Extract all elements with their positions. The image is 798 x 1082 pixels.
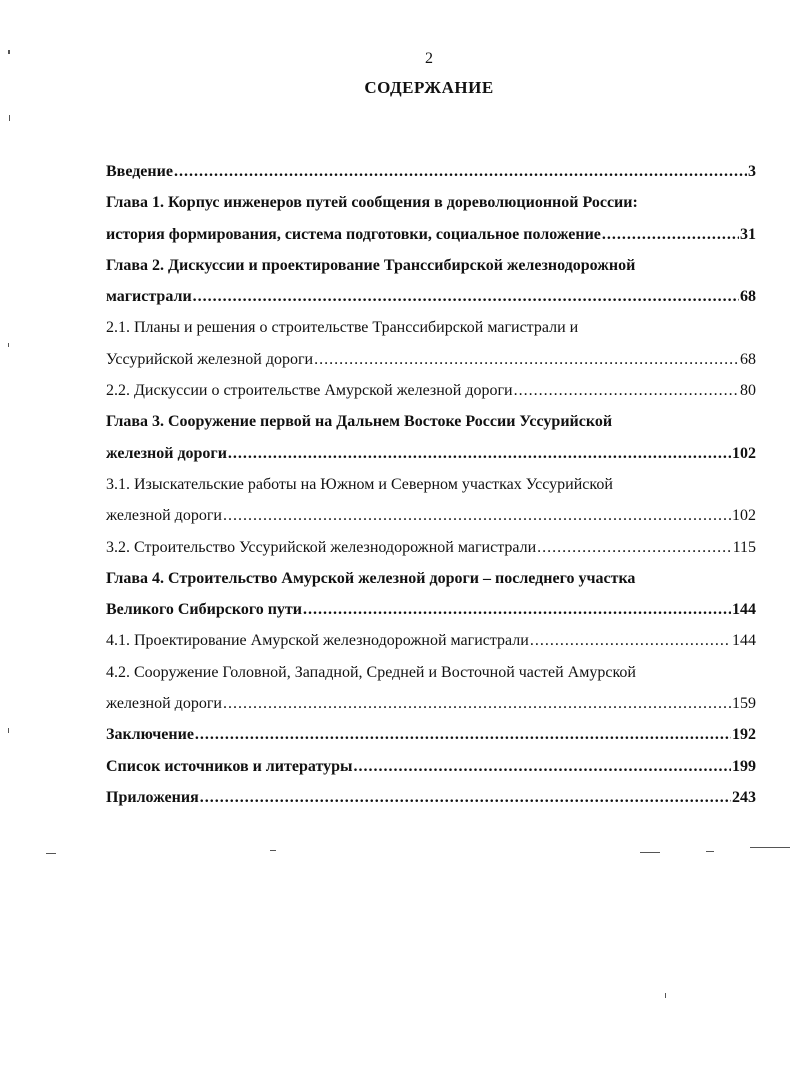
toc-entry: [106, 782, 756, 813]
toc-entry: [106, 563, 756, 594]
toc-entry: [106, 250, 756, 281]
scan-speck: [750, 847, 790, 848]
toc-leader-dots: [193, 281, 739, 312]
scan-speck: [270, 850, 276, 851]
toc-entry-text: железной дороги: [106, 695, 222, 713]
toc-entry-page: 31: [740, 225, 756, 243]
toc-entry: [106, 688, 756, 719]
toc-entry-page: 243: [732, 788, 756, 806]
toc-entry: [106, 500, 756, 531]
scan-speck: [8, 50, 10, 54]
toc-entry-text: Уссурийской железной дороги: [106, 350, 314, 368]
toc-entry: [106, 281, 756, 312]
toc-entry-text: Приложения: [106, 788, 199, 806]
toc-entry-page: 80: [740, 382, 756, 400]
toc-leader-dots: [223, 688, 731, 719]
scan-speck: [8, 728, 9, 733]
scan-speck: [8, 343, 9, 347]
toc-entry-page: 192: [732, 726, 756, 744]
toc-leader-dots: [530, 625, 731, 656]
toc-entry-text: железной дороги: [106, 507, 222, 525]
toc-entry-page: 199: [732, 757, 756, 775]
toc-entry-text: 4.1. Проектирование Амурской железнодорожной магистрали: [106, 632, 529, 650]
toc-entry-page: 115: [732, 538, 756, 556]
scan-speck: [640, 852, 660, 853]
toc-entry-text: Глава 2. Дискуссии и проектирование Транссибирской железнодорожной: [106, 256, 636, 274]
toc-entry: [106, 657, 756, 688]
toc-leader-dots: [200, 782, 731, 813]
toc-leader-dots: [228, 438, 731, 469]
toc-entry-text: 3.2. Строительство Уссурийской железнодорожной магистрали: [106, 538, 537, 556]
toc-entry-page: 102: [732, 444, 756, 462]
toc-leader-dots: [602, 219, 739, 250]
toc-leader-dots: [303, 594, 731, 625]
toc-entry: [106, 719, 756, 750]
toc-entry-text: 4.2. Сооружение Головной, Западной, Средней и Восточной частей Амурской: [106, 663, 636, 681]
toc-entry-text: 2.1. Планы и решения о строительстве Транссибирской магистрали и: [106, 319, 579, 337]
scan-speck: [665, 993, 666, 998]
toc-entry: [106, 187, 756, 218]
toc-entry-page: 144: [732, 632, 756, 650]
toc-leader-dots: [223, 500, 731, 531]
toc-entry: [106, 156, 756, 187]
toc-entry-text: Список источников и литературы: [106, 757, 353, 775]
toc-entry-page: 68: [740, 288, 756, 306]
toc-entry-text: Глава 3. Сооружение первой на Дальнем Востоке России Уссурийской: [106, 413, 613, 431]
toc-entry-page: 144: [732, 601, 756, 619]
toc-entry-page: 102: [732, 507, 756, 525]
toc-entry-text: Глава 4. Строительство Амурской железной дороги – последнего участка: [106, 569, 636, 587]
toc-entry: [106, 406, 756, 437]
page-title: СОДЕРЖАНИЕ: [364, 78, 494, 97]
table-of-contents: [106, 156, 756, 813]
toc-entry: [106, 532, 756, 563]
toc-entry: [106, 312, 756, 343]
toc-entry-text: Великого Сибирского пути: [106, 601, 303, 619]
toc-entry: [106, 751, 756, 782]
toc-leader-dots: [174, 156, 747, 187]
toc-entry-text: Заключение: [106, 726, 194, 744]
toc-entry: [106, 219, 756, 250]
page-number: 2: [425, 50, 433, 67]
toc-entry: [106, 344, 756, 375]
scan-speck: [9, 115, 10, 121]
toc-leader-dots: [537, 532, 731, 563]
toc-entry: [106, 469, 756, 500]
toc-entry-page: 3: [748, 163, 756, 180]
toc-entry-page: 159: [732, 695, 756, 713]
toc-entry-text: 3.1. Изыскательские работы на Южном и Северном участках Уссурийской: [106, 475, 613, 493]
toc-entry: [106, 438, 756, 469]
toc-entry: [106, 625, 756, 656]
toc-entry-text: Глава 1. Корпус инженеров путей сообщения в дореволюционной России:: [106, 194, 638, 212]
toc-entry-text: история формирования, система подготовки, социальное положение: [106, 225, 601, 243]
toc-entry-text: 2.2. Дискуссии о строительстве Амурской железной дороги: [106, 382, 513, 400]
toc-leader-dots: [314, 344, 739, 375]
toc-leader-dots: [195, 719, 731, 750]
toc-leader-dots: [514, 375, 739, 406]
toc-leader-dots: [353, 751, 731, 782]
toc-entry-text: железной дороги: [106, 444, 227, 462]
scan-speck: [706, 851, 714, 852]
toc-entry-page: 68: [740, 350, 756, 368]
toc-entry: [106, 375, 756, 406]
toc-entry-text: магистрали: [106, 288, 192, 306]
scan-speck: [46, 853, 56, 854]
toc-entry: [106, 594, 756, 625]
toc-entry-text: Введение: [106, 163, 173, 180]
